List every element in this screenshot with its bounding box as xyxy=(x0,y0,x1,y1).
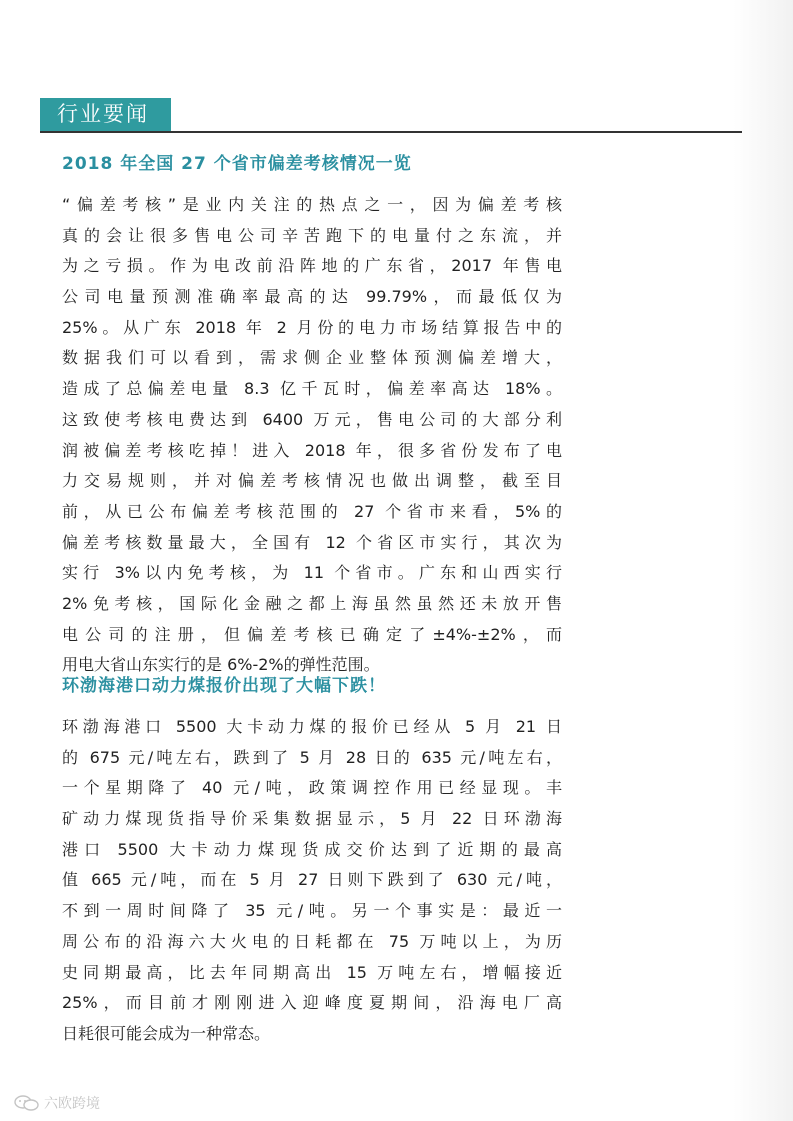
body-line: 用电大省山东实行的是 6%-2%的弹性范围。 xyxy=(62,655,380,675)
body-line: 这致使考核电费达到 6400 万元，售电公司的大部分利 xyxy=(62,409,562,429)
body-line: “偏差考核”是业内关注的热点之一，因为偏差考核 xyxy=(62,195,562,214)
body-line: 不到一周时间降了 35 元/吨。另一个事实是：最近一 xyxy=(62,901,562,921)
article-body xyxy=(62,190,562,681)
body-line: 环渤海港口 5500 大卡动力煤的报价已经从 5 月 21 日 xyxy=(62,717,562,736)
body-line: 25%，而目前才刚刚进入迎峰度夏期间，沿海电厂高 xyxy=(62,993,562,1013)
body-line: 电公司的注册，但偏差考核已确定了±4%-±2%，而 xyxy=(62,624,562,644)
body-line: 25%。从广东 2018 年 2 月份的电力市场结算报告中的 xyxy=(62,317,562,337)
article-title: 2018 年全国 27 个省市偏差考核情况一览 xyxy=(62,154,412,174)
body-line: 史同期最高，比去年同期高出 15 万吨左右，增幅接近 xyxy=(62,962,562,982)
body-line: 前，从已公布偏差考核范围的 27 个省市来看，5%的 xyxy=(62,501,562,521)
body-line: 公司电量预测准确率最高的达 99.79%，而最低仅为 xyxy=(62,287,562,307)
body-line: 造成了总偏差电量 8.3 亿千瓦时，偏差率高达 18%。 xyxy=(62,379,562,399)
body-line: 为之亏损。作为电改前沿阵地的广东省，2017 年售电 xyxy=(62,256,562,276)
body-line: 日耗很可能会成为一种常态。 xyxy=(62,1023,271,1043)
body-line: 力交易规则，并对偏差考核情况也做出调整，截至目 xyxy=(62,471,562,491)
body-line: 港口 5500 大卡动力煤现货成交价达到了近期的最高 xyxy=(62,839,562,859)
page-edge-shade xyxy=(733,0,793,1121)
watermark xyxy=(14,1093,100,1113)
body-line: 实行 3%以内免考核，为 11 个省市。广东和山西实行 xyxy=(62,563,562,583)
body-line: 值 665 元/吨，而在 5 月 27 日则下跌到了 630 元/吨， xyxy=(62,870,562,890)
watermark-text: 六欧跨境 xyxy=(44,1096,100,1112)
article-coal-price xyxy=(62,674,562,1050)
body-line: 矿动力煤现货指导价采集数据显示，5 月 22 日环渤海 xyxy=(62,809,562,829)
article-title: 环渤海港口动力煤报价出现了大幅下跌！ xyxy=(62,676,386,696)
header-divider xyxy=(40,131,742,133)
body-line: 的 675 元/吨左右，跌到了 5 月 28 日的 635 元/吨左右， xyxy=(62,747,562,767)
body-line: 润被偏差考核吃掉！进入 2018 年，很多省份发布了电 xyxy=(62,440,562,460)
article-body xyxy=(62,712,562,1050)
body-line: 2%免考核，国际化金融之都上海虽然虽然还未放开售 xyxy=(62,593,562,613)
body-line: 周公布的沿海六大火电的日耗都在 75 万吨以上，为历 xyxy=(62,931,562,951)
section-label: 行业要闻 xyxy=(40,98,171,131)
article-deviation-assessment xyxy=(62,152,562,681)
body-line: 偏差考核数量最大，全国有 12 个省区市实行，其次为 xyxy=(62,532,562,552)
body-line: 一个星期降了 40 元/吨，政策调控作用已经显现。丰 xyxy=(62,778,562,798)
body-line: 数据我们可以看到，需求侧企业整体预测偏差增大， xyxy=(62,348,562,368)
body-line: 真的会让很多售电公司辛苦跑下的电量付之东流，并 xyxy=(62,225,562,245)
wechat-logo-icon xyxy=(14,1095,40,1111)
